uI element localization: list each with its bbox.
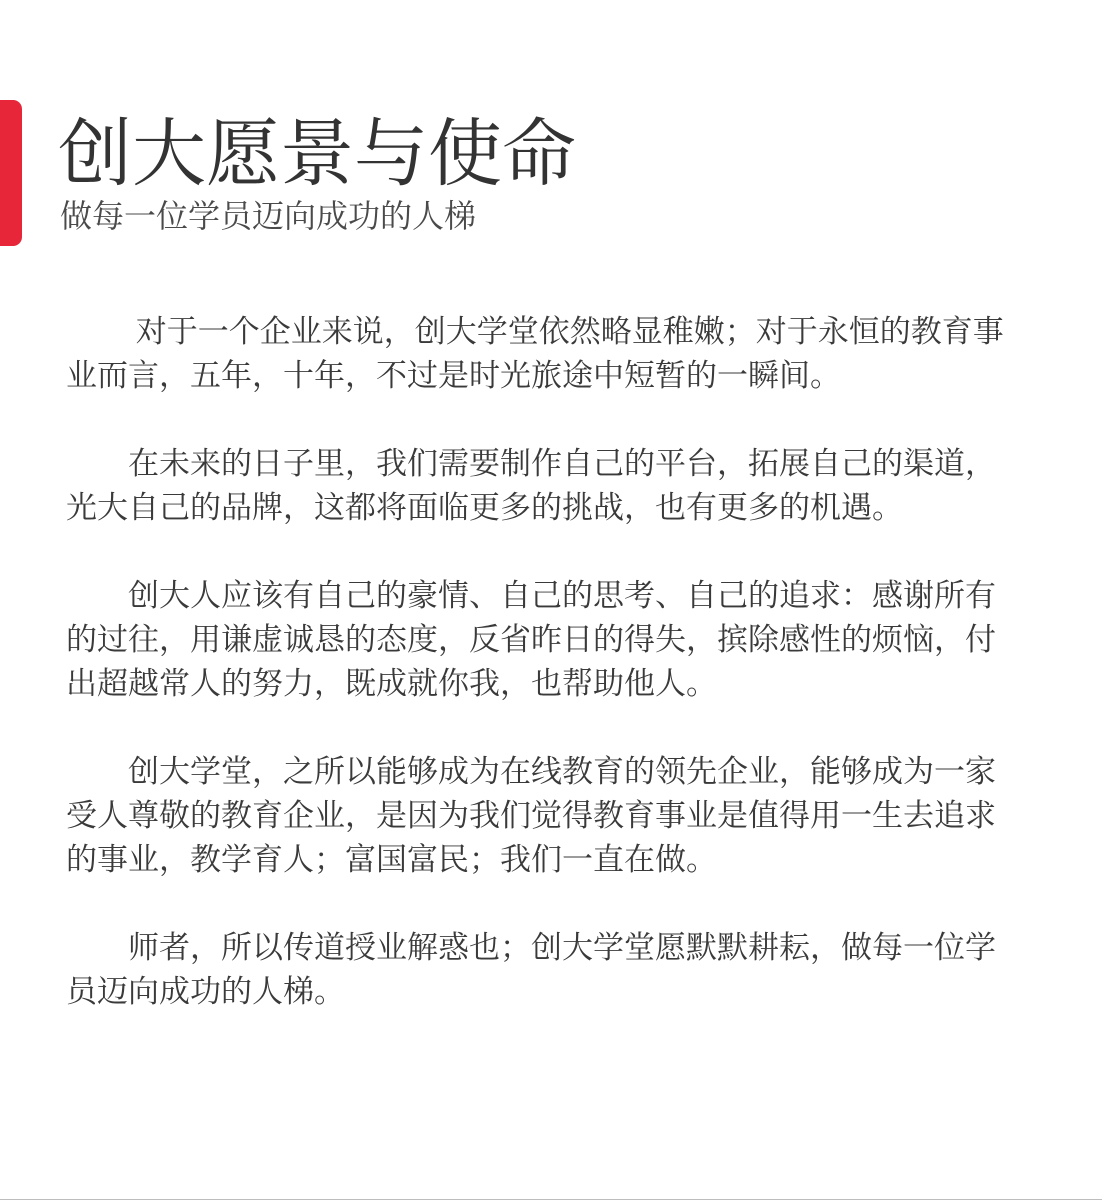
accent-bar (0, 100, 22, 246)
paragraph-4: 创大学堂，之所以能够成为在线教育的领先企业，能够成为一家受人尊敬的教育企业，是因为我们觉得教育事业是值得用一生去追求的事业，教学育人；富国富民；我们一直在做。 (66, 754, 996, 878)
article-body (66, 310, 1022, 1058)
paragraph-2: 在未来的日子里，我们需要制作自己的平台，拓展自己的渠道，光大自己的品牌，这都将面临更多的挑战，也有更多的机遇。 (66, 446, 996, 526)
paragraph-5: 师者，所以传道授业解惑也；创大学堂愿默默耕耘，做每一位学员迈向成功的人梯。 (66, 930, 996, 1010)
paragraph-3: 创大人应该有自己的豪情、自己的思考、自己的追求：感谢所有的过往，用谦虚诚恳的态度，反省昨日的得失，摈除感性的烦恼，付出超越常人的努力，既成就你我，也帮助他人。 (66, 578, 996, 702)
page-subtitle: 做每一位学员迈向成功的人梯 (60, 197, 477, 235)
bottom-divider (0, 1199, 1102, 1200)
page-title: 创大愿景与使命 (58, 111, 576, 197)
paragraph-1: 对于一个企业来说，创大学堂依然略显稚嫩；对于永恒的教育事业而言，五年，十年，不过是时光旅途中短暂的一瞬间。 (66, 314, 1004, 394)
